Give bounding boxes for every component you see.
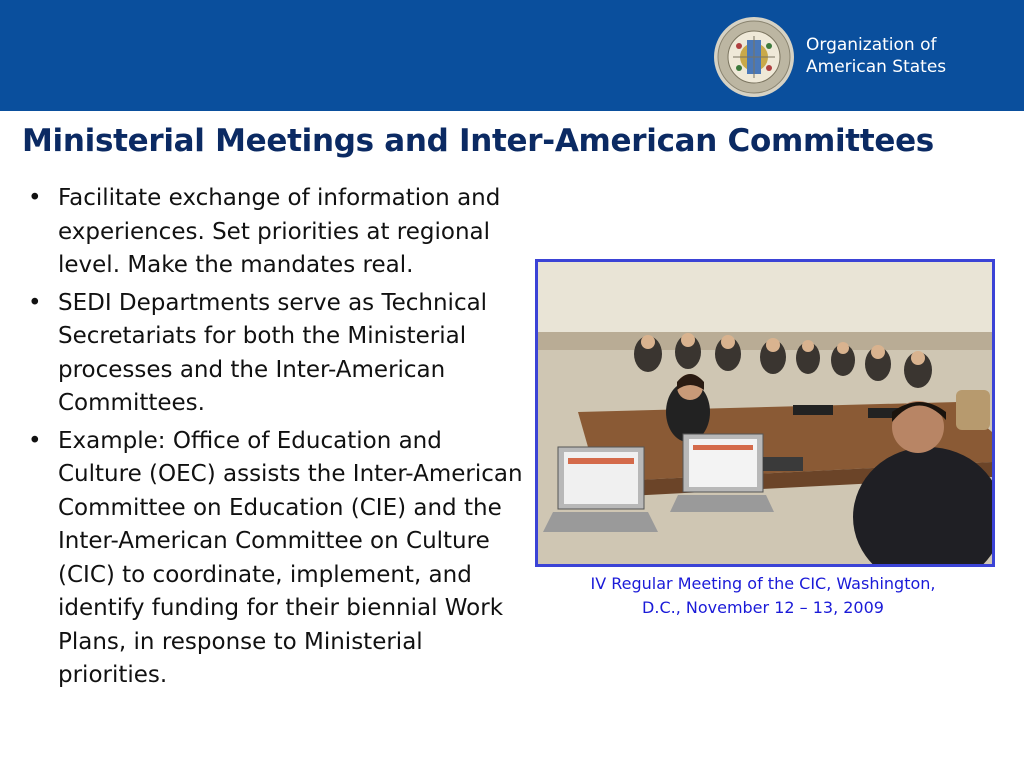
meeting-photo-image <box>538 262 992 564</box>
bullet-text: Example: Office of Education and Culture (OEC) assists the Inter-American Committee on Education (CIE) and the Inter-American Committee on Culture (CIC) to coordinate, implement, and identify funding for their biennial Work Plans, in response to Ministerial priorities. <box>58 427 523 688</box>
bullet-item <box>26 182 526 283</box>
org-name-line1: Organization of <box>806 35 937 55</box>
bullet-item <box>26 425 526 693</box>
bullet-text: Facilitate exchange of information and experiences. Set priorities at regional level. Make the mandates real. <box>58 185 501 278</box>
meeting-photo <box>535 259 995 567</box>
bullet-list <box>26 182 526 697</box>
caption-line1: IV Regular Meeting of the CIC, Washington, <box>590 574 936 593</box>
org-name-line2: American States <box>806 57 947 77</box>
bullet-text: SEDI Departments serve as Technical Secretariats for both the Ministerial processes and the Inter-American Committees. <box>58 289 488 416</box>
slide-title: Ministerial Meetings and Inter-American Committees <box>22 123 934 159</box>
organization-name <box>806 34 946 78</box>
photo-caption <box>540 572 986 620</box>
bullet-dot-icon: • <box>28 185 42 211</box>
bullet-dot-icon: • <box>28 427 42 454</box>
header-band <box>0 0 1024 111</box>
caption-line2: D.C., November 12 – 13, 2009 <box>642 598 884 617</box>
bullet-dot-icon: • <box>28 289 42 316</box>
oas-seal-icon <box>713 16 795 98</box>
bullet-item <box>26 287 526 421</box>
